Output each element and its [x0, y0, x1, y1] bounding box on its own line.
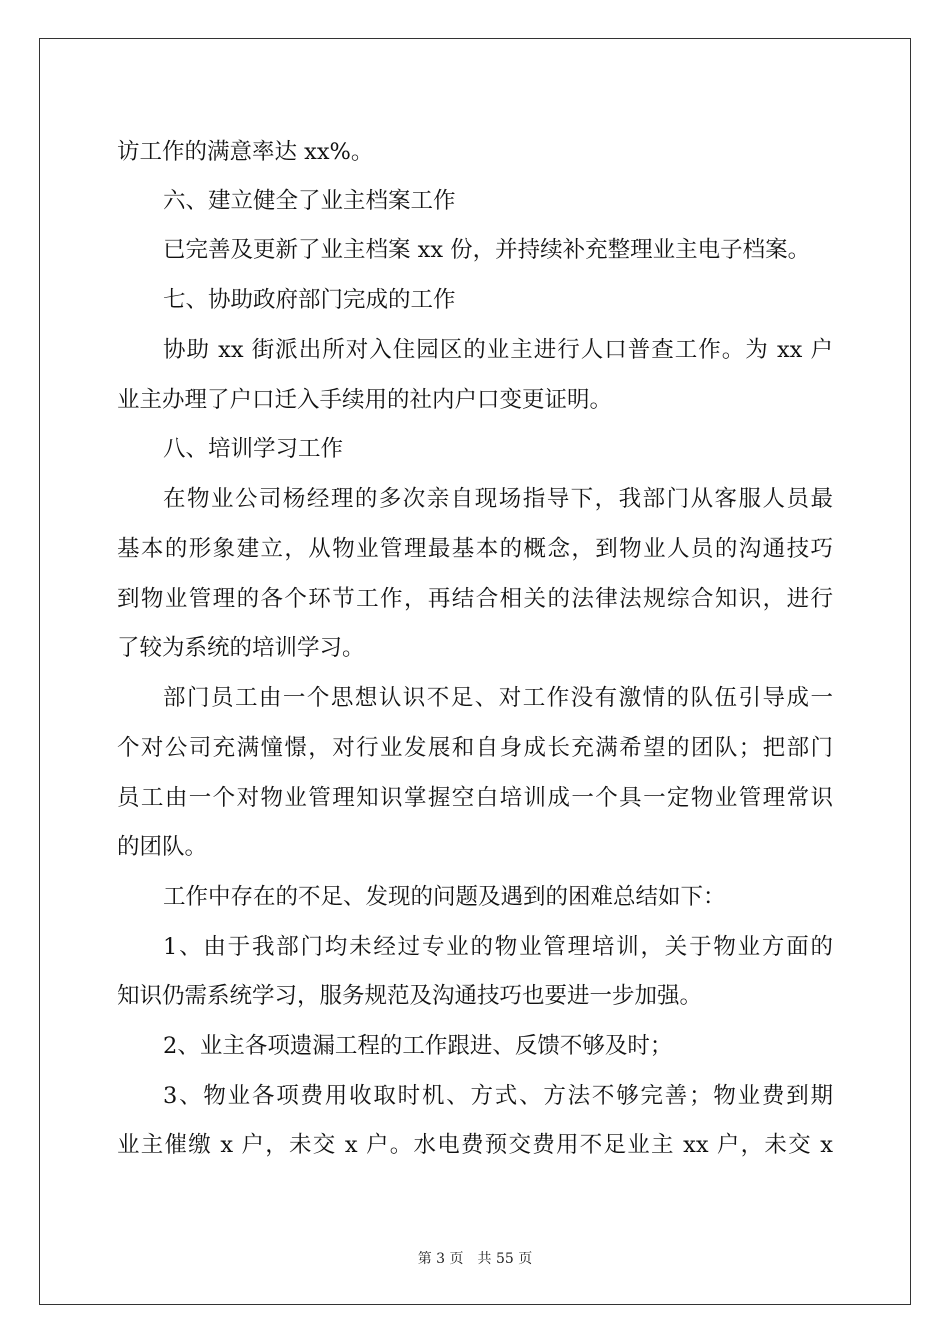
page-number: 第 3 页 共 55 页 — [417, 1251, 533, 1267]
section-heading: 六、建立健全了业主档案工作 — [163, 188, 456, 214]
text-line: 部门员工由一个思想认识不足、对工作没有激情的队伍引导成一 — [163, 685, 833, 711]
text-line: 员工由一个对物业管理知识掌握空白培训成一个具一定物业管理常识 — [117, 785, 833, 811]
text-line: 在物业公司杨经理的多次亲自现场指导下，我部门从客服人员最 — [163, 486, 833, 512]
text-line: 业主办理了户口迁入手续用的社内户口变更证明。 — [117, 387, 613, 413]
section-heading: 八、培训学习工作 — [163, 436, 344, 462]
text-line: 访工作的满意率达 xx%。 — [117, 139, 374, 165]
text-line: 基本的形象建立，从物业管理最基本的概念，到物业人员的沟通技巧 — [117, 536, 833, 562]
text-line: 工作中存在的不足、发现的问题及遇到的困难总结如下： — [163, 884, 726, 910]
list-item: 1、由于我部门均未经过专业的物业管理培训，关于物业方面的 — [163, 934, 833, 960]
list-item: 2、业主各项遗漏工程的工作跟进、反馈不够及时； — [163, 1033, 673, 1059]
text-line: 了较为系统的培训学习。 — [117, 635, 365, 661]
page-border — [39, 38, 911, 1305]
text-line: 已完善及更新了业主档案 xx 份，并持续补充整理业主电子档案。 — [163, 237, 811, 263]
text-line: 个对公司充满憧憬，对行业发展和自身成长充满希望的团队；把部门 — [117, 735, 833, 761]
text-line: 协助 xx 街派出所对入住园区的业主进行人口普查工作。为 xx 户 — [163, 337, 833, 363]
section-heading: 七、协助政府部门完成的工作 — [163, 287, 456, 313]
text-line: 的团队。 — [117, 834, 208, 860]
list-item: 3、物业各项费用收取时机、方式、方法不够完善；物业费到期 — [163, 1083, 833, 1109]
text-line: 知识仍需系统学习，服务规范及沟通技巧也要进一步加强。 — [117, 983, 703, 1009]
text-line: 业主催缴 x 户，未交 x 户。水电费预交费用不足业主 xx 户，未交 x — [117, 1132, 833, 1158]
text-line: 到物业管理的各个环节工作，再结合相关的法律法规综合知识，进行 — [117, 586, 833, 612]
